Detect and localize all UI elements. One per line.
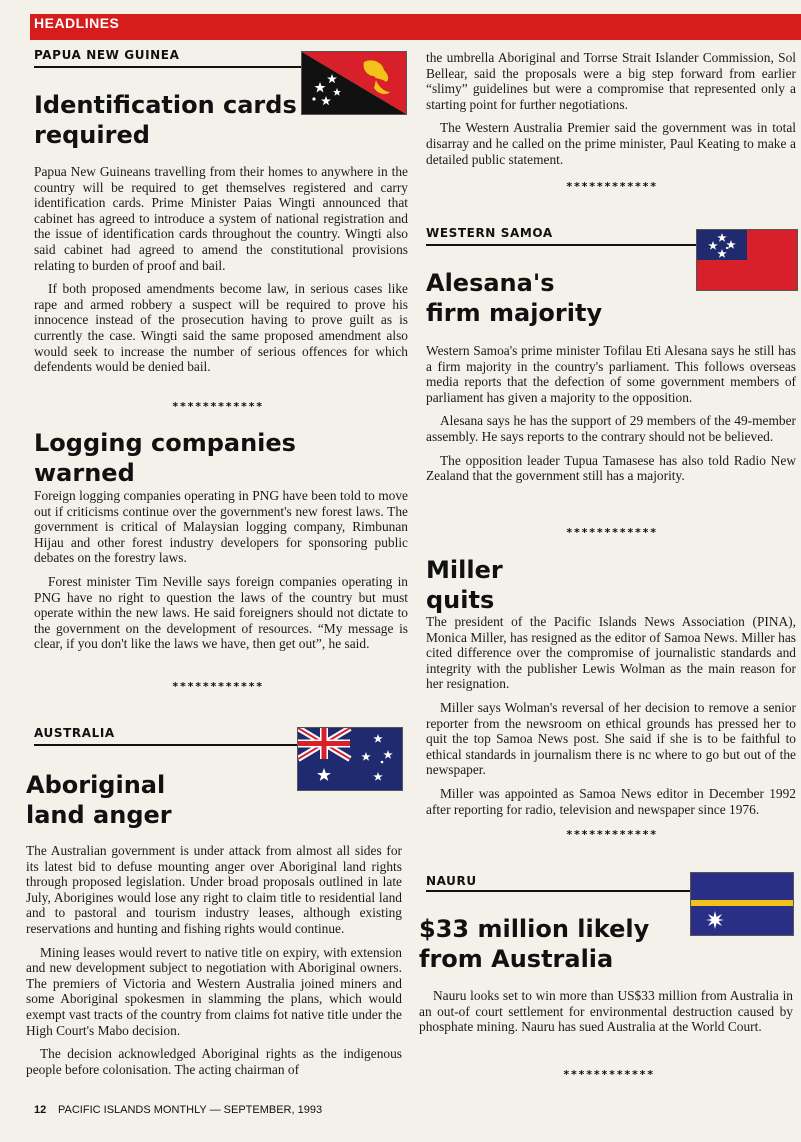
paragraph: The president of the Pacific Islands News Association (PINA), Monica Miller, has resigned as the editor of Samoa News. Miller has cited difference over the compromise of journalistic standards and integrity with the publisher Lewis Wolman as the main reason for her resignation. <box>426 614 796 692</box>
headline-line: quits <box>426 586 495 614</box>
paragraph: Nauru looks set to win more than US$33 million from Australia in an out-of court settlement for environmental destruction caused by phosphate mining. Nauru has sued Australia at the World Court. <box>419 988 793 1035</box>
paragraph: Foreign logging companies operating in PNG have been told to move out if criticisms continue over the government's new forest laws. The government is critical of Malaysian logging company, Rimbunan Hijau and other forest industry developers for sponsoring public debates on the forestry laws. <box>34 488 408 566</box>
headline-id-cards <box>34 90 304 150</box>
article-aboriginal-continued <box>426 50 796 167</box>
paragraph: If both proposed amendments become law, in serious cases like rape and armed robbery a suspect will be required to prove his innocence instead of the prosecution having to prove guilt as is currently the case. Wingti said the same proposed amendment also would seek to increase the number of serious offences for which defendents would be denied bail. <box>34 281 408 375</box>
paragraph: Forest minister Tim Neville says foreign companies operating in PNG have no right to question the laws of the country but must operate within the new laws. He said foreigners should not dictate to the government on the development of resources. “My message is clear, if you don't like the laws we have, then get out”, he said. <box>34 573 408 652</box>
headline-nauru <box>419 914 689 974</box>
section-label-nauru: NAURU <box>426 874 477 888</box>
headline-line: firm majority <box>426 299 603 327</box>
headline-line: from Australia <box>419 945 614 973</box>
section-rule-samoa <box>426 244 698 246</box>
separator: ************ <box>566 828 658 841</box>
section-label-png: PAPUA NEW GUINEA <box>34 48 180 62</box>
paragraph: Papua New Guineans travelling from their homes to anywhere in the country will be required to get themselves registered and carry identification cards. Prime Minister Paias Wingti announced that cabinet has agreed to introduce a system of national registration and the issue of identification cards throughout the country. Wingti also said cabinet had agreed to amend the constitutional provisions relating to burden of proof and bail. <box>34 164 408 273</box>
paragraph: Miller was appointed as Samoa News editor in December 1992 after reporting for radio, television and newspaper since 1976. <box>426 785 796 817</box>
headline-logging <box>34 428 408 488</box>
headline-line: required <box>34 121 150 149</box>
separator: ************ <box>172 680 264 693</box>
australia-flag-icon <box>298 728 402 790</box>
western-samoa-flag-icon <box>697 230 797 290</box>
headline-aboriginal <box>26 770 296 830</box>
paragraph: Mining leases would revert to native title on expiry, with extension and new development subject to negotiation with Aboriginal owners. The premiers of Victoria and Western Australia joined miners and some Aboriginal spokesmen in slamming the plans, which would exempt vast tracts of the country from claims fot native title under the High Court's Mabo decision. <box>26 944 402 1038</box>
headline-line: $33 million likely <box>419 915 650 943</box>
page-number: 12 <box>34 1104 47 1116</box>
png-flag-icon <box>302 52 406 114</box>
headline-miller <box>426 555 626 615</box>
section-label-samoa: WESTERN SAMOA <box>426 226 553 240</box>
publication-line: PACIFIC ISLANDS MONTHLY — SEPTEMBER, 1993 <box>58 1104 323 1116</box>
headline-line: Alesana's <box>426 269 555 297</box>
headline-line: Logging companies <box>34 429 296 457</box>
section-rule-nauru <box>426 890 692 892</box>
paragraph: The opposition leader Tupua Tamasese has also told Radio New Zealand that the government still has a majority. <box>426 452 796 484</box>
headline-line: warned <box>34 459 135 487</box>
paragraph: Western Samoa's prime minister Tofilau Eti Alesana says he still has a firm majority in the country's parliament. This follows overseas media reports that the defection of some government members of parliament has given a majority to the opposition. <box>426 343 796 405</box>
banner-title: HEADLINES <box>34 15 120 31</box>
article-aboriginal <box>26 843 402 1077</box>
headline-line: land anger <box>26 801 172 829</box>
paragraph: the umbrella Aboriginal and Torrse Strait Islander Commission, Sol Bellear, said the proposals were a big step forward from earlier “slimy” guidelines but were a compromise that represented only a starting point for further negotiations. <box>426 50 796 112</box>
headlines-banner <box>30 14 801 40</box>
headline-alesana <box>426 268 696 328</box>
section-rule-png <box>34 66 306 68</box>
separator: ************ <box>563 1068 655 1081</box>
paragraph: Alesana says he has the support of 29 members of the 49-member assembly. He says reports to the contrary should not be believed. <box>426 413 796 444</box>
separator: ************ <box>566 180 658 193</box>
headline-line: Miller <box>426 556 503 584</box>
section-rule-australia <box>34 744 300 746</box>
paragraph: The decision acknowledged Aboriginal rights as the indigenous people before colonisation. The acting chairman of <box>26 1046 402 1077</box>
paragraph: The Western Australia Premier said the government was in total disarray and he called on the prime minister, Paul Keating to make a detailed public statement. <box>426 120 796 167</box>
separator: ************ <box>566 526 658 539</box>
headline-line: Aboriginal <box>26 771 166 799</box>
article-nauru <box>419 988 793 1035</box>
section-label-australia: AUSTRALIA <box>34 726 115 740</box>
article-logging <box>34 488 408 652</box>
paragraph: Miller says Wolman's reversal of her decision to remove a senior reporter from the newsroom on ethical grounds has pressed her to quit the top Samoa News post. She said if she is to be faithful to ethical standards in journalism there is nc where to go but out of the newspaper. <box>426 699 796 778</box>
nauru-flag-icon <box>691 873 793 935</box>
article-alesana <box>426 343 796 484</box>
separator: ************ <box>172 400 264 413</box>
headline-line: Identification cards <box>34 91 297 119</box>
article-id-cards <box>34 164 408 375</box>
article-miller <box>426 614 796 817</box>
paragraph: The Australian government is under attack from almost all sides for its latest bid to defuse mounting anger over Aboriginal land rights through proposed legislation. Under broad proposals outlined in late July, Aborigines would lose any right to claim title to residential land and to pastoral and tourism industry leases, although existing reservations and hunting and fishing rights would continue. <box>26 843 402 936</box>
